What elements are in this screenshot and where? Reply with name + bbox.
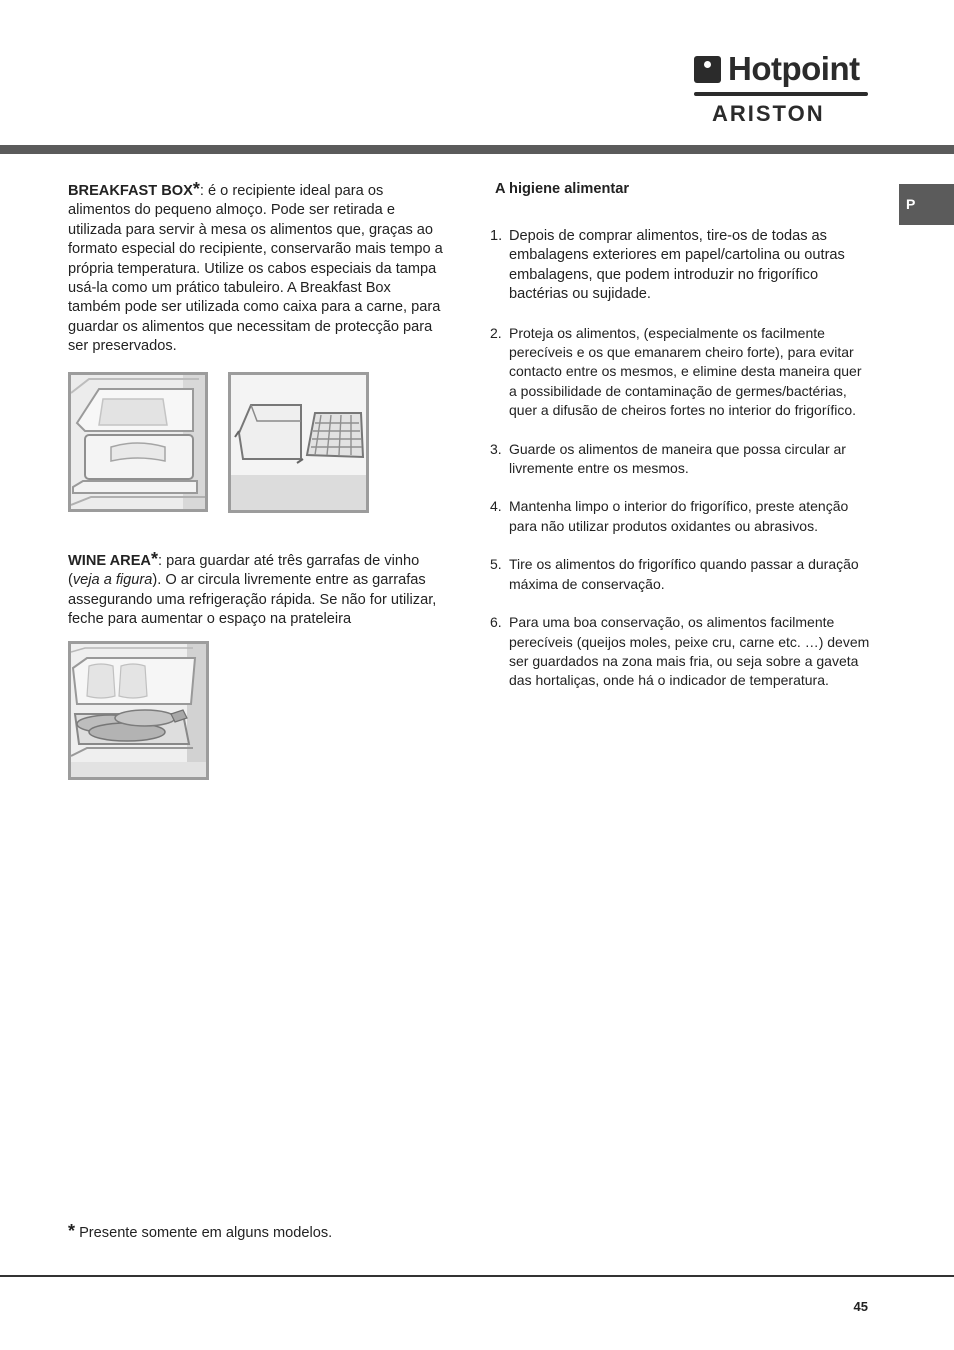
wine-area-text-after: ). O ar circula livremente entre as garrafas assegurando uma refrigeração rápida. Se não for utilizar, feche para aumentar o espaço na prateleira: [68, 572, 437, 628]
list-item: [490, 440, 870, 479]
wine-area-paragraph: [68, 550, 446, 630]
wine-area-figure: [68, 641, 209, 780]
list-item: [490, 497, 870, 536]
wine-area-text-before: : para guardar até três garrafas de vinho (: [68, 553, 420, 589]
hygiene-title: A higiene alimentar: [495, 181, 630, 197]
brand-logo: [694, 52, 868, 124]
list-item: [490, 227, 870, 305]
list-item-text: Para uma boa conservação, os alimentos facilmente perecíveis (queijos moles, peixe cru, carne etc. …) devem ser guardados na zona mais fria, ou seja sobre a gaveta das hortaliças, onde há o indicador de temperatura.: [509, 614, 870, 689]
header-bar: [0, 145, 954, 154]
list-item: [490, 555, 870, 594]
breakfast-box-star: *: [192, 179, 200, 199]
brand-divider: [694, 92, 868, 96]
hygiene-section: [490, 180, 870, 710]
language-tab-label: P: [906, 196, 916, 212]
list-item-number: 4.: [490, 498, 502, 515]
breakfast-box-fridge-illustration: [71, 375, 205, 509]
list-item-number: 5.: [490, 556, 502, 573]
breakfast-box-fridge-figure: [68, 372, 208, 512]
breakfast-box-heading: BREAKFAST BOX: [68, 183, 193, 199]
list-item-number: 2.: [490, 324, 502, 341]
list-item-text: Guarde os alimentos de maneira que possa circular ar livremente entre os mesmos.: [509, 440, 846, 477]
list-item: [490, 613, 870, 691]
footnote: [68, 1221, 332, 1243]
wine-area-heading: WINE AREA: [68, 553, 151, 569]
list-item-text: Proteja os alimentos, (especialmente os facilmente perecíveis e os que emanarem cheiro forte), para evitar contacto entre os mesmos, e elimine desta maneira quer a possibilidade de contaminação de germes/bactérias, quer a difusão de cheiros fortes no interior do frigorífico.: [509, 324, 862, 419]
wine-area-figure-ref: veja a figura: [72, 572, 153, 589]
wine-area-star: *: [150, 549, 158, 569]
list-item-text: Depois de comprar alimentos, tire-os de todas as embalagens exteriores em papel/cartolina ou outras embalagens, que podem introduzir no frigorífico bactérias ou sujidade.: [509, 228, 845, 303]
brand-mark-icon: [694, 56, 721, 83]
list-item: [490, 324, 870, 421]
breakfast-box-text: : é o recipiente ideal para os alimentos do pequeno almoço. Pode ser retirada e utilizada para servir à mesa os alimentos que, graças ao formato especial do recipiente, conservarão mais tempo a própria temperatura. Utilize os cabos especiais da tampa usá-la como um prático tabuleiro. A Breakfast Box também pode ser utilizada como caixa para a carne, para guardar os alimentos que necessitam de protecção para ser preservados.: [68, 183, 443, 355]
page-number: 45: [853, 1299, 868, 1314]
hygiene-list: [490, 227, 870, 691]
footnote-star: *: [68, 1221, 76, 1241]
language-tab: [899, 184, 954, 225]
breakfast-box-tray-figure: [228, 372, 369, 513]
breakfast-box-tray-illustration: [231, 375, 366, 510]
list-item-number: 1.: [490, 228, 503, 244]
footnote-text: Presente somente em alguns modelos.: [75, 1225, 333, 1241]
brand-name-bottom: ARISTON: [712, 101, 825, 126]
list-item-text: Tire os alimentos do frigorífico quando passar a duração máxima de conservação.: [509, 556, 859, 592]
list-item-number: 6.: [490, 614, 502, 631]
footer-rule: [0, 1275, 954, 1277]
list-item-text: Mantenha limpo o interior do frigorífico, preste atenção para não utilizar produtos oxidantes ou abrasivos.: [509, 498, 849, 534]
list-item-number: 3.: [490, 440, 502, 457]
wine-area-illustration: [71, 644, 206, 777]
breakfast-box-paragraph: [68, 180, 446, 357]
brand-name-top: Hotpoint: [728, 50, 860, 87]
